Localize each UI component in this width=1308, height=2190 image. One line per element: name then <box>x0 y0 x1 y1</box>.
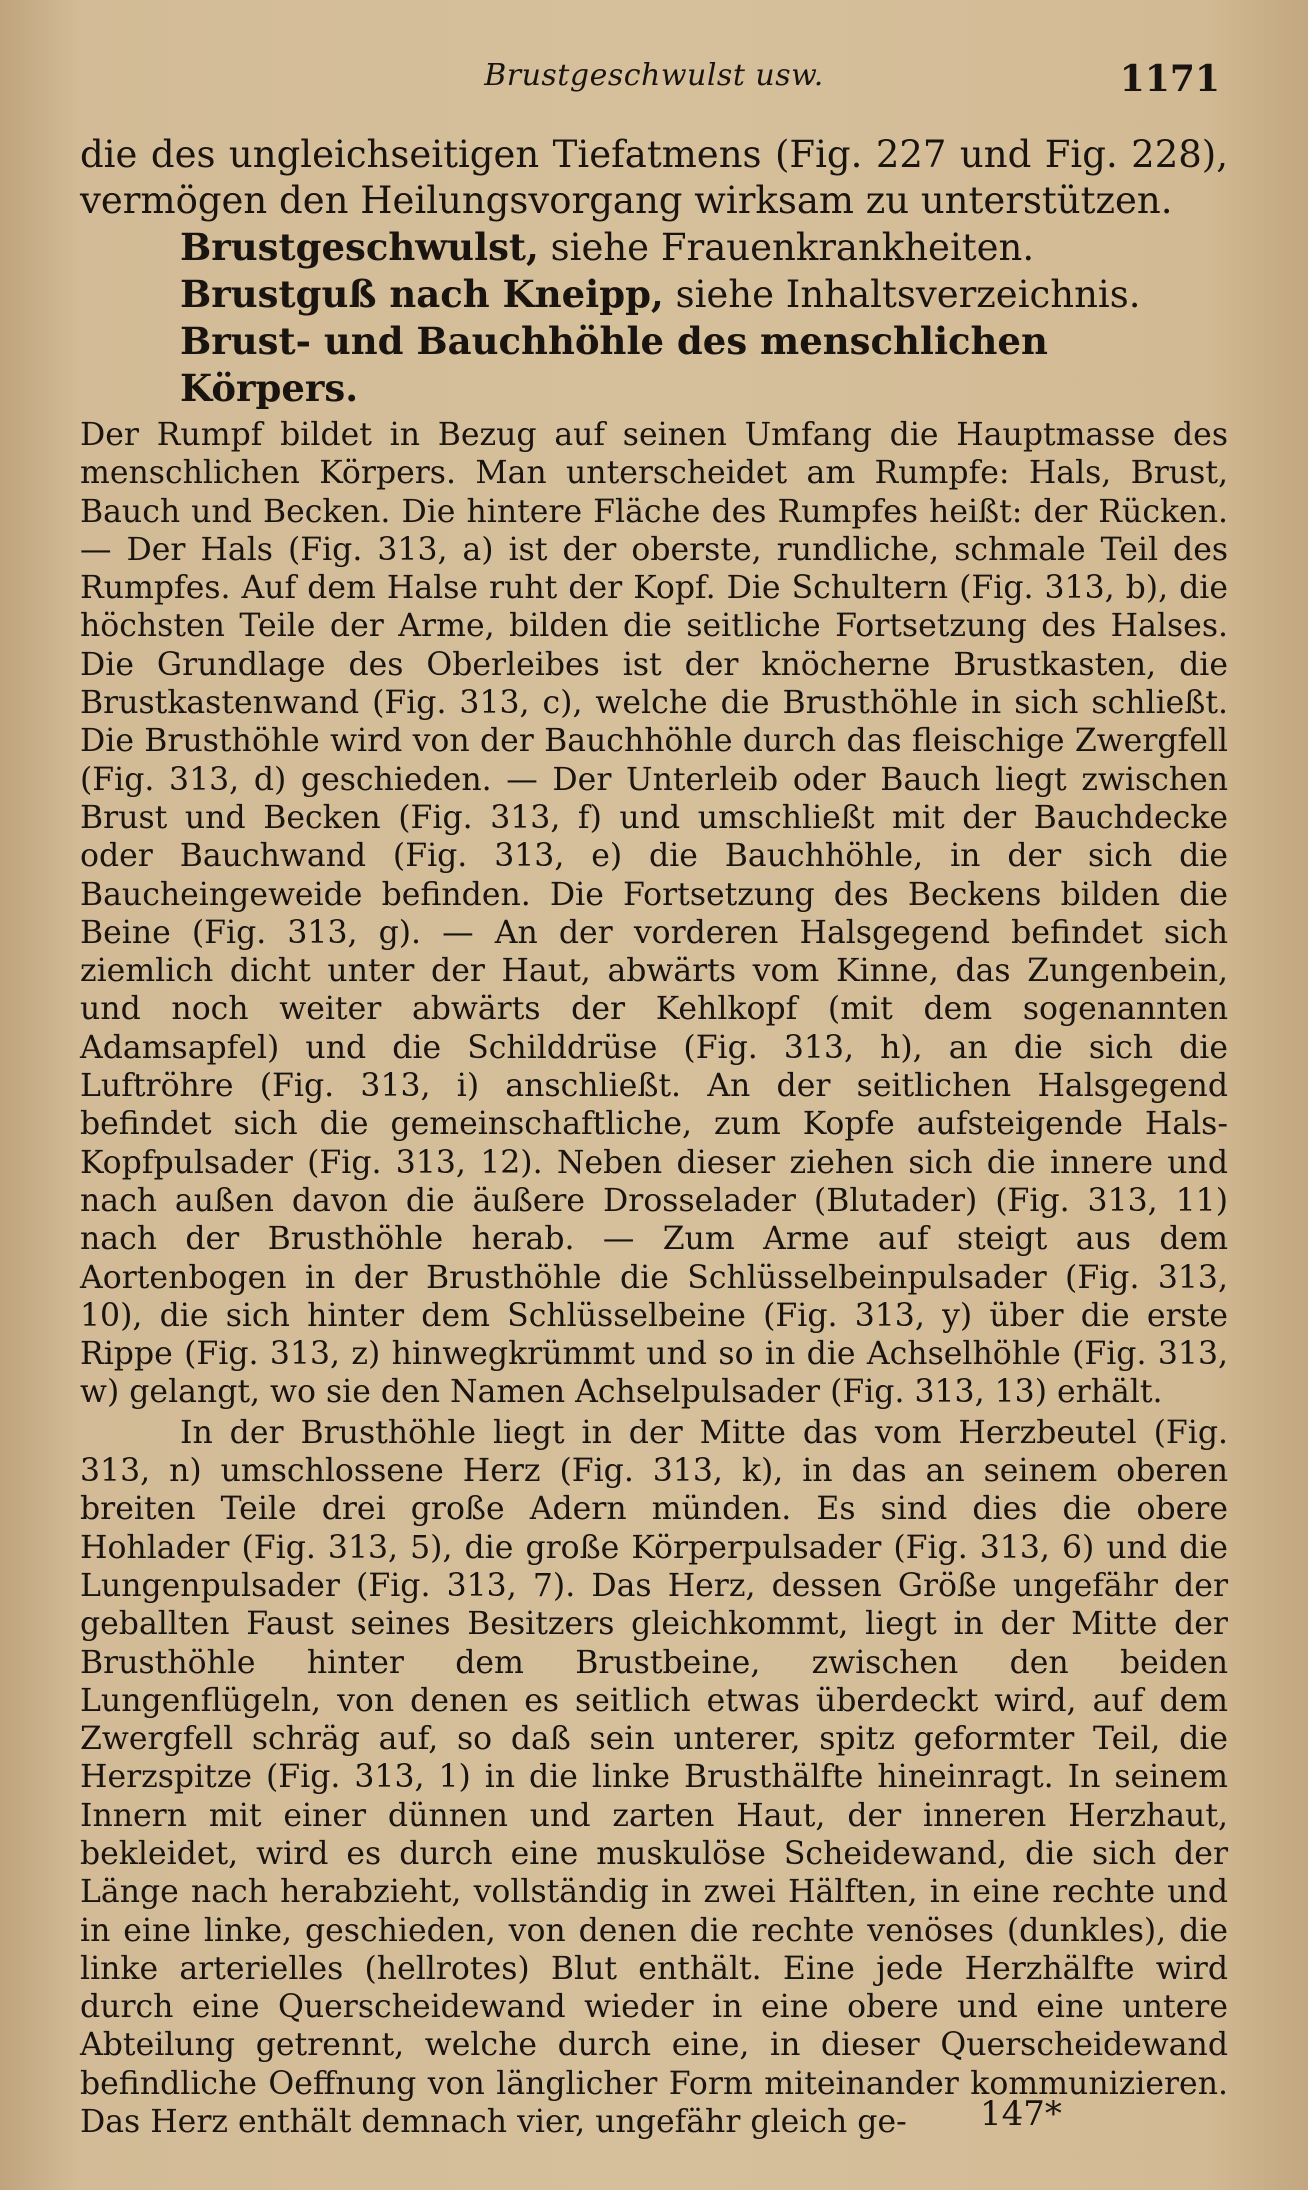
entry-reference: siehe Inhaltsverzeichnis. <box>663 273 1141 316</box>
entry-headword: Brust- und Bauchhöhle des menschlichen Körpers. <box>180 319 1048 410</box>
entry-headword: Brustguß nach Kneipp, <box>180 272 664 316</box>
body-paragraph: Der Rumpf bildet in Bezug auf seinen Umfang die Hauptmasse des menschlichen Körpers. Man unterscheidet am Rumpfe: Hals, Brust, Bauch und Becken. Die hintere Fläche des Rumpfes heißt: der Rücken. — Der Hals (Fig. 313, a) ist der oberste, rundliche, schmale Teil des Rumpfes. Auf dem Halse ruht der Kopf. Die Schultern (Fig. 313, b), die höchsten Teile der Arme, bilden die seitliche Fortsetzung des Halses. Die Grundlage des Oberleibes ist der knöcherne Brustkasten, die Brustkastenwand (Fig. 313, c), welche die Brusthöhle in sich schließt. Die Brusthöhle wird von der Bauchhöhle durch das fleischige Zwergfell (Fig. 313, d) geschieden. — Der Unterleib oder Bauch liegt zwischen Brust und Becken (Fig. 313, f) und umschließt mit der Bauchdecke oder Bauchwand (Fig. 313, e) die Bauchhöhle, in der sich die Baucheingeweide befinden. Die Fortsetzung des Beckens bilden die Beine (Fig. 313, g). — An der vorderen Halsgegend befindet sich ziemlich dicht unter der Haut, abwärts vom Kinne, das Zungenbein, und noch weiter abwärts der Kehlkopf (mit dem sogenannten Adamsapfel) und die Schilddrüse (Fig. 313, h), an die sich die Luftröhre (Fig. 313, i) anschließt. An der seitlichen Halsgegend befindet sich die gemeinschaftliche, zum Kopfe aufsteigende Hals-Kopfpulsader (Fig. 313, 12). Neben dieser ziehen sich die innere und nach außen davon die äußere Drosselader (Blutader) (Fig. 313, 11) nach der Brusthöhle herab. — Zum Arme auf steigt aus dem Aortenbogen in der Brusthöhle die Schlüsselbeinpulsader (Fig. 313, 10), die sich hinter dem Schlüsselbeine (Fig. 313, y) über die erste Rippe (Fig. 313, z) hinwegkrümmt und so in die Achselhöhle (Fig. 313, w) gelangt, wo sie den Namen Achselpulsader (Fig. 313, 13) erhält. <box>80 417 1228 1411</box>
entry-headword: Brustgeschwulst, <box>180 225 539 269</box>
body-paragraph: In der Brusthöhle liegt in der Mitte das vom Herzbeutel (Fig. 313, n) umschlossene Herz (Fig. 313, k), in das an seinem oberen breiten Teile drei große Adern münden. Es sind dies die obere Hohlader (Fig. 313, 5), die große Körperpulsader (Fig. 313, 6) und die Lungenpulsader (Fig. 313, 7). Das Herz, dessen Größe ungefähr der geballten Faust seines Besitzers gleichkommt, liegt in der Mitte der Brusthöhle hinter dem Brustbeine, zwischen den beiden Lungenflügeln, von denen es seitlich etwas überdeckt wird, auf dem Zwergfell schräg auf, so daß sein unterer, spitz geformter Teil, die Herzspitze (Fig. 313, 1) in die linke Brusthälfte hineinragt. In seinem Innern mit einer dünnen und zarten Haut, der inneren Herzhaut, bekleidet, wird es durch eine muskulöse Scheidewand, die sich der Länge nach herabzieht, vollständig in zwei Hälften, in eine rechte und in eine linke, geschieden, von denen die rechte venöses (dunkles), die linke arterielles (hellrotes) Blut enthält. Eine jede Herzhälfte wird durch eine Querscheidewand wieder in eine obere und eine untere Abteilung getrennt, welche durch eine, in dieser Querscheidewand befindliche Oeffnung von länglicher Form miteinander kommunizieren. Das Herz enthält demnach vier, ungefähr gleich ge- <box>80 1414 1228 2141</box>
entry-brustgeschwulst <box>180 224 1228 271</box>
page-body <box>80 132 1228 2141</box>
running-head <box>80 58 1228 108</box>
intro-text: die des ungleichseitigen Tiefatmens (Fig. 227 und Fig. 228), vermögen den Heilungsvorgang wirksam zu unterstützen. <box>80 133 1228 222</box>
entry-brust-bauchhoehle <box>180 318 1228 412</box>
printer-signature: 147* <box>980 2094 1062 2134</box>
entry-reference: siehe Frauenkrankheiten. <box>538 226 1035 269</box>
running-title: Brustgeschwulst usw. <box>484 58 824 93</box>
entry-brustguss <box>180 271 1228 318</box>
page-number: 1171 <box>1119 58 1220 100</box>
